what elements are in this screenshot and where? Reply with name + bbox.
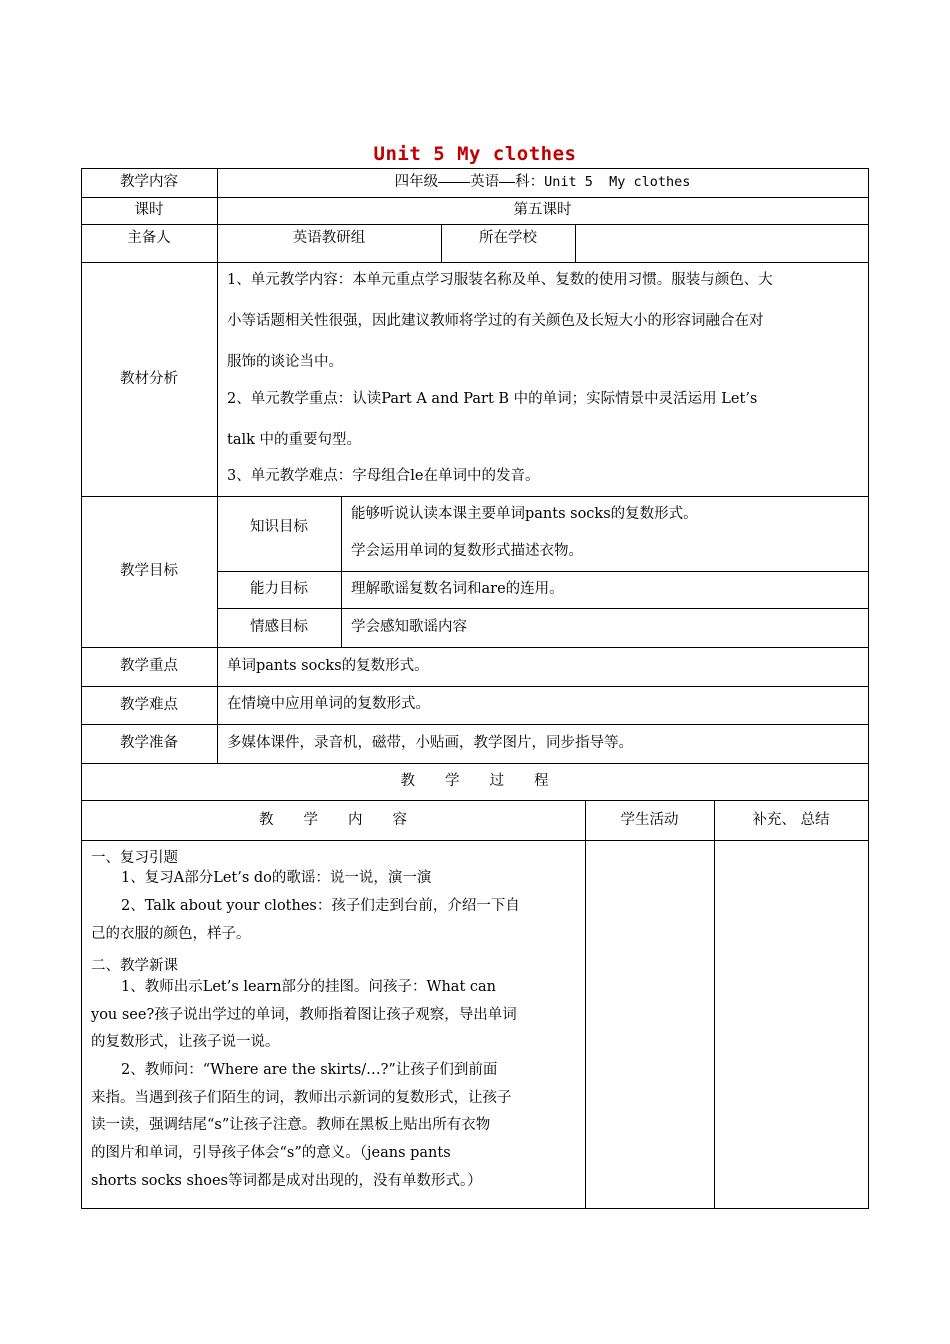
emotion-goal-label: 情感目标 [250, 619, 308, 636]
col-divider [714, 800, 715, 1208]
col-divider [585, 800, 586, 1208]
grade-underline [438, 182, 470, 183]
process-line: 来指。当遇到孩子们陌生的词，教师出示新词的复数形式，让孩子 [91, 1090, 512, 1106]
period-value: 第五课时 [513, 202, 572, 219]
preparer-value: 英语教研组 [292, 230, 366, 246]
difficulties-label: 教学难点 [120, 696, 178, 713]
process-line: 1、复习A部分Let’s do的歌谣：说一说，演一演 [121, 870, 432, 886]
process-line: shorts socks shoes等词都是成对出现的，没有单数形式。） [91, 1173, 482, 1189]
period-label: 课时 [134, 202, 164, 219]
process-col-summary: 补充、 总结 [752, 811, 830, 828]
analysis-line: 2、单元教学重点：认读Part A and Part B 中的单词；实际情景中灵活运用 Let’s [227, 391, 758, 407]
process-col-activity: 学生活动 [620, 811, 679, 828]
process-line: 读一读，强调结尾“s”让孩子注意。教师在黑板上贴出所有衣物 [91, 1117, 491, 1133]
subject-value: 英语 [470, 174, 500, 191]
page-title: Unit 5 My clothes [373, 143, 577, 165]
table-border-right [868, 168, 869, 1208]
school-label: 所在学校 [479, 230, 537, 246]
knowledge-goal-line: 学会运用单词的复数形式描述衣物。 [351, 543, 583, 559]
process-line: 1、教师出示Let’s learn部分的挂图。问孩子：What can [121, 979, 496, 995]
difficulties-value: 在情境中应用单词的复数形式。 [227, 696, 430, 712]
knowledge-goal-label: 知识目标 [250, 519, 308, 535]
school-value [575, 224, 868, 262]
process-line: 的复数形式，让孩子说一说。 [91, 1034, 280, 1050]
analysis-line: 服饰的谈论当中。 [227, 354, 343, 370]
ability-goal-label: 能力目标 [250, 581, 308, 598]
key-points-label: 教学重点 [120, 658, 178, 675]
preparer-label: 主备人 [127, 230, 171, 246]
ability-goal-value: 理解歌谣复数名词和are的连用。 [351, 581, 564, 597]
col-divider [341, 496, 342, 647]
analysis-line: 1、单元教学内容：本单元重点学习服装名称及单、复数的使用习惯。服装与颜色、大 [227, 272, 773, 288]
analysis-label: 教材分析 [120, 370, 178, 387]
analysis-line: 小等话题相关性很强，因此建议教师将学过的有关颜色及长短大小的形容词融合在对 [227, 313, 764, 329]
preparation-value: 多媒体课件，录音机，磁带，小贴画，教学图片，同步指导等。 [227, 735, 633, 751]
goals-label: 教学目标 [120, 563, 178, 580]
analysis-line: 3、单元教学难点：字母组合le在单词中的发音。 [227, 468, 540, 484]
process-line: 的图片和单词，引导孩子体会“s”的意义。（jeans pants [91, 1145, 451, 1161]
preparation-label: 教学准备 [120, 735, 178, 752]
knowledge-goal-line: 能够听说认读本课主要单词pants socks的复数形式。 [351, 506, 698, 522]
key-points-value: 单词pants socks的复数形式。 [227, 658, 429, 674]
grade-value: 四年级 [394, 174, 439, 191]
process-line: 二、教学新课 [91, 958, 178, 974]
process-line: 2、教师问：“Where are the skirts/…?”让孩子们到前面 [121, 1062, 498, 1078]
process-line: 一、复习引题 [91, 850, 178, 866]
process-header: 教学过程 [400, 773, 579, 790]
process-line: 2、Talk about your clothes：孩子们走到台前，介绍一下自 [121, 898, 520, 914]
content-label: 教学内容 [120, 174, 178, 191]
emotion-goal-value: 学会感知歌谣内容 [351, 619, 467, 635]
process-line: you see?孩子说出学过的单词，教师指着图让孩子观察，导出单词 [91, 1007, 517, 1023]
process-col-content: 教学内容 [259, 811, 437, 828]
analysis-line: talk 中的重要句型。 [227, 432, 362, 448]
process-line: 己的衣服的颜色，样子。 [91, 926, 251, 942]
subject-underline [499, 182, 515, 183]
unit-value: Unit 5 My clothes [544, 173, 691, 190]
content-value [217, 168, 868, 197]
row-divider [81, 840, 869, 841]
subject-suffix: 科： [515, 174, 545, 191]
table-border-bottom [81, 1208, 869, 1209]
